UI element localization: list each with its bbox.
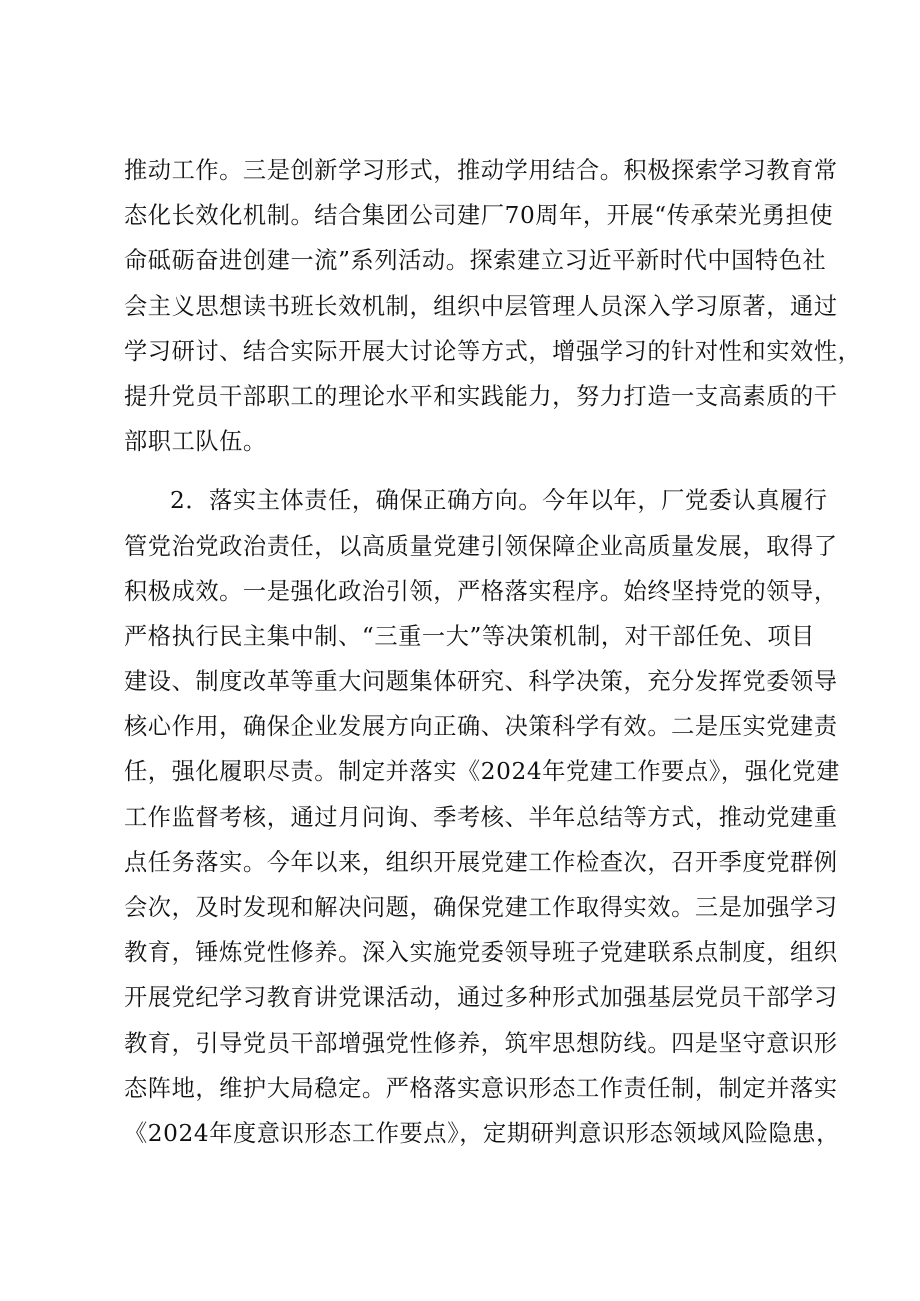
text-line: 管党治党政治责任，以高质量党建引领保障企业高质量发展，取得了: [124, 532, 838, 560]
text-line: 命砥砺奋进创建一流”系列活动。探索建立习近平新时代中国特色社: [124, 247, 827, 275]
text-line-indented: 2．落实主体责任，确保正确方向。今年以年，厂党委认真履行: [170, 487, 828, 515]
text-line: 推动工作。三是创新学习形式，推动学用结合。积极探索学习教育常: [124, 157, 838, 184]
text-line: 态化长效化机制。结合集团公司建厂70周年，开展“传承荣光勇担使: [124, 202, 834, 230]
text-line: 会次，及时发现和解决问题，确保党建工作取得实效。三是加强学习: [124, 894, 838, 921]
text-line: 《2024年度意识形态工作要点》，定期研判意识形态领域风险隐患，: [124, 1119, 840, 1147]
document-body: [124, 148, 862, 1156]
paragraph-1: [124, 148, 862, 464]
text-line: 提升党员干部职工的理论水平和实践能力，努力打造一支高素质的干: [124, 382, 838, 410]
text-line: 点任务落实。今年以来，组织开展党建工作检查次，召开季度党群例: [124, 848, 838, 876]
text-line: 积极成效。一是强化政治引领，严格落实程序。始终坚持党的领导，: [124, 577, 838, 605]
paragraph-2: [124, 478, 840, 1156]
text-line: 会主义思想读书班长效机制，组织中层管理人员深入学习原著，通过: [124, 292, 838, 320]
text-line: 工作监督考核，通过月问询、季考核、半年总结等方式，推动党建重: [124, 803, 838, 831]
text-line: 严格执行民主集中制、“三重一大”等决策机制，对干部任免、项目: [124, 622, 815, 650]
text-line: 态阵地，维护大局稳定。严格落实意识形态工作责任制，制定并落实: [124, 1074, 838, 1102]
text-line: 教育，引导党员干部增强党性修养，筑牢思想防线。四是坚守意识形: [124, 1029, 838, 1057]
text-line: 核心作用，确保企业发展方向正确、决策科学有效。二是压实党建责: [124, 713, 838, 741]
text-line: 任，强化履职尽责。制定并落实《2024年党建工作要点》，强化党建: [124, 758, 840, 786]
paragraph-spacer: [124, 464, 824, 478]
text-line: 学习研讨、结合实际开展大讨论等方式，增强学习的针对性和实效性，: [124, 337, 862, 365]
text-line: 开展党纪学习教育讲党课活动，通过多种形式加强基层党员干部学习: [124, 984, 838, 1012]
text-line: 建设、制度改革等重大问题集体研究、科学决策，充分发挥党委领导: [124, 668, 838, 696]
text-line: 部职工队伍。: [124, 428, 267, 456]
text-line: 教育，锤炼党性修养。深入实施党委领导班子党建联系点制度，组织: [124, 939, 838, 967]
